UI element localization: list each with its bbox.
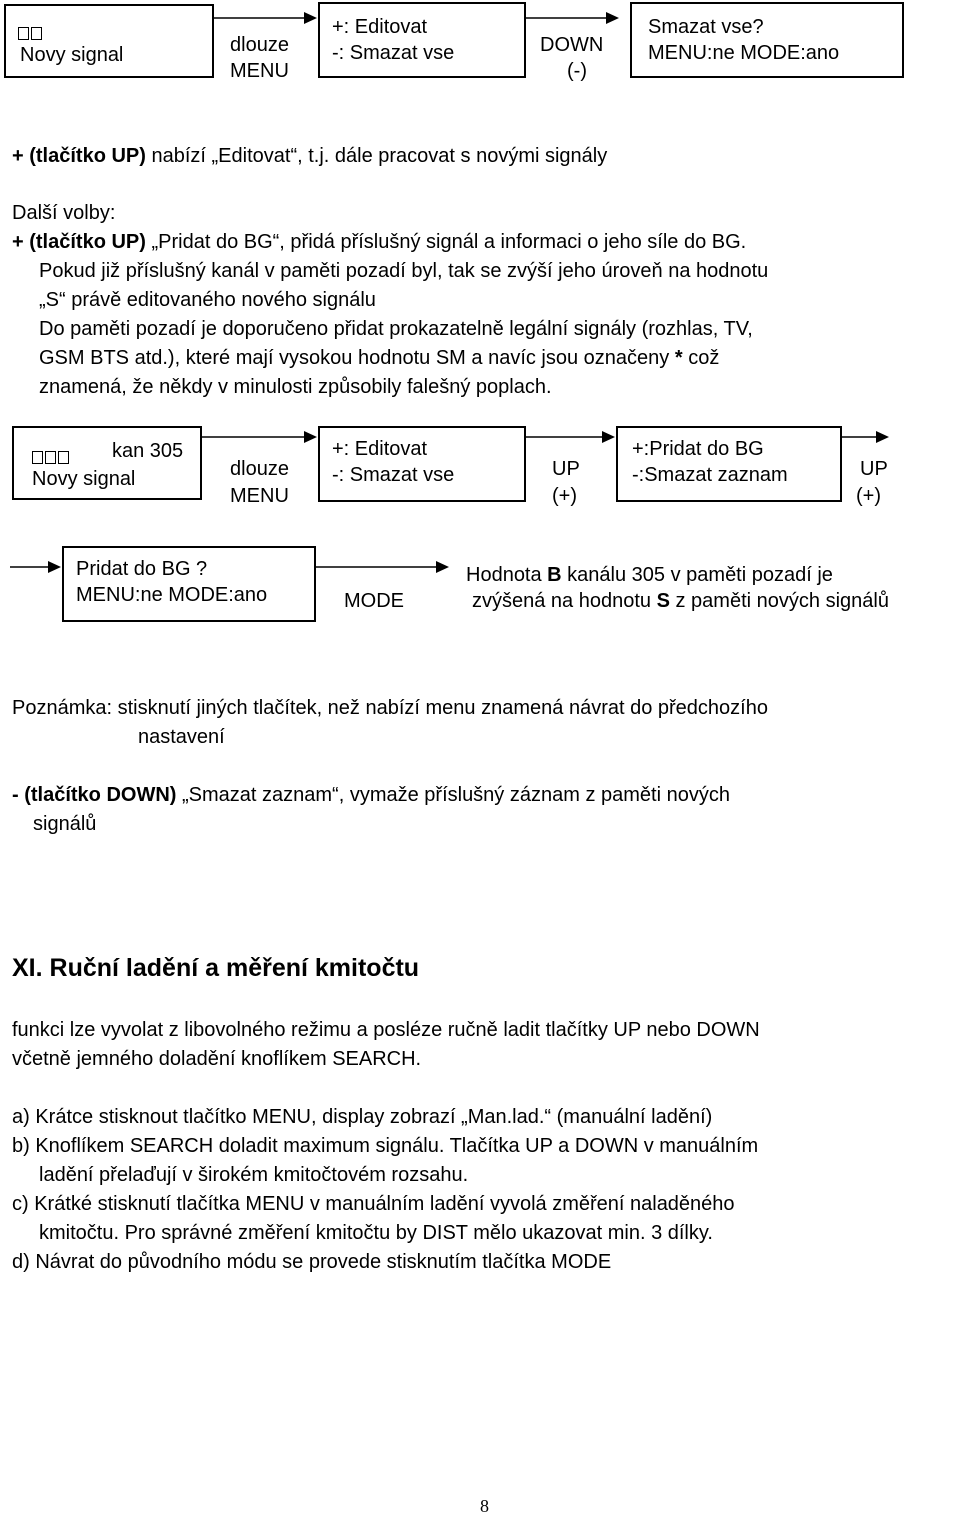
flow3-arrow-label: MODE <box>344 590 404 612</box>
flow2-arrow3-label-1: UP <box>860 458 888 480</box>
flow2-arrow2-label-1: UP <box>552 458 580 480</box>
result-line2-post: z paměti nových signálů <box>669 590 889 612</box>
para2-line5-post: což <box>682 347 720 369</box>
flow1-arrow2-icon <box>526 12 619 24</box>
step-b-line2: ladění přelaďují v širokém kmitočtovém rozsahu. <box>39 1164 469 1186</box>
section-number: XI. <box>12 954 43 982</box>
down-button-label: - (tlačítko DOWN) <box>12 784 177 806</box>
flow2-box2-line1: +: Editovat <box>332 438 428 460</box>
section-heading <box>12 954 419 983</box>
para2-line4: Do paměti pozadí je doporučeno přidat prokazatelně legální signály (rozhlas, TV, <box>39 318 753 340</box>
step-a: a) Krátce stisknout tlačítko MENU, display zobrazí „Man.lad.“ (manuální ladění) <box>12 1106 713 1128</box>
flow1-arrow2-label-1: DOWN <box>540 34 604 56</box>
flow1-box3-line2: MENU:ne MODE:ano <box>648 42 840 64</box>
star-mark-icon: * <box>674 347 683 369</box>
para2-line3: „S“ právě editovaného nového signálu <box>39 289 376 311</box>
flow1-box3-line1: Smazat vse? <box>648 16 764 38</box>
result-line2-pre: zvýšená na hodnotu <box>472 590 657 612</box>
flow1-box2-line2: -: Smazat vse <box>332 42 455 64</box>
flow2-arrow1-label-2: MENU <box>230 485 289 507</box>
flow1-box1-label: Novy signal <box>20 44 124 66</box>
para2-line1-text: „Pridat do BG“, přidá příslušný signál a informaci o jeho síle do BG. <box>145 231 747 253</box>
result-line1-bold: B <box>547 564 562 586</box>
up-button-label: + (tlačítko UP) <box>12 145 146 167</box>
dalsi-volby-heading: Další volby: <box>12 202 116 224</box>
flow2-arrows <box>0 420 960 480</box>
flow2-arrow3-icon <box>842 431 889 443</box>
step-b-line1: b) Knoflíkem SEARCH doladit maximum signálu. Tlačítka UP a DOWN v manuálním <box>12 1135 759 1157</box>
flow1-arrow2-label-2: (-) <box>567 60 587 82</box>
flow3-box1-line2: MENU:ne MODE:ano <box>76 584 268 606</box>
section-title: Ruční ladění a měření kmitočtu <box>49 954 420 982</box>
intro-line2: včetně jemného doladění knoflíkem SEARCH. <box>12 1048 422 1070</box>
intro-line1: funkci lze vyvolat z libovolného režimu a posléze ručně ladit tlačítky UP nebo DOWN <box>12 1019 760 1041</box>
flow2-box2-line2: -: Smazat vse <box>332 464 455 486</box>
flow1-arrows <box>0 0 960 90</box>
flow3-arrow-in-icon <box>10 561 61 573</box>
flow2-arrow2-icon <box>526 431 615 443</box>
page-number: 8 <box>480 1496 489 1516</box>
result-line2-bold: S <box>656 590 670 612</box>
flow2-box1-label: Novy signal <box>32 468 136 490</box>
flow3-result-line1 <box>466 562 833 588</box>
flow2-arrow1-icon <box>202 431 317 443</box>
para2-line5-pre: GSM BTS atd.), které mají vysokou hodnotu SM a navíc jsou označeny <box>39 347 675 369</box>
note-line2: nastavení <box>138 726 225 748</box>
flow3-arrow-mode-icon <box>316 561 449 573</box>
flow2-box3-line2: -:Smazat zaznam <box>632 464 788 486</box>
para3-line1-text: „Smazat zaznam“, vymaže příslušný záznam z paměti nových <box>176 784 730 806</box>
result-line1-pre: Hodnota <box>466 564 548 586</box>
flow3-box1-line1: Pridat do BG ? <box>76 558 208 580</box>
para1-text: nabízí „Editovat“, t.j. dále pracovat s novými signály <box>145 145 608 167</box>
step-c-line2: kmitočtu. Pro správné změření kmitočtu by DIST mělo ukazovat min. 3 dílky. <box>39 1222 713 1244</box>
flow2-arrow2-label-2: (+) <box>552 485 577 507</box>
result-line1-post: kanálu 305 v paměti pozadí je <box>561 564 833 586</box>
para2-line2: Pokud již příslušný kanál v paměti pozadí byl, tak se zvýší jeho úroveň na hodnotu <box>39 260 769 282</box>
up-button-label-2: + (tlačítko UP) <box>12 231 146 253</box>
flow2-box1-channel: kan 305 <box>112 440 184 462</box>
flow2-arrow1-label-1: dlouze <box>230 458 289 480</box>
flow1-box2-line1: +: Editovat <box>332 16 428 38</box>
para-editovat <box>12 142 607 171</box>
para2-line1 <box>12 228 746 257</box>
para3-line2: signálů <box>33 813 97 835</box>
para2-line6: znamená, že někdy v minulosti způsobily falešný poplach. <box>39 376 552 398</box>
flow3-result-line2 <box>472 588 889 614</box>
para3-line1 <box>12 781 730 810</box>
step-c-line1: c) Krátké stisknutí tlačítka MENU v manuálním ladění vyvolá změření naladěného <box>12 1193 735 1215</box>
step-d: d) Návrat do původního módu se provede stisknutím tlačítka MODE <box>12 1251 612 1273</box>
note-line1: Poznámka: stisknutí jiných tlačítek, než nabízí menu znamená návrat do předchozího <box>12 697 768 719</box>
flow1-arrow1-label-2: MENU <box>230 60 289 82</box>
flow2-box3-line1: +:Pridat do BG <box>632 438 764 460</box>
flow2-arrow3-label-2: (+) <box>856 485 881 507</box>
flow3-box-pridat-bg <box>62 546 316 622</box>
flow1-arrow1-label-1: dlouze <box>230 34 289 56</box>
flow1-arrow1-icon <box>214 12 317 24</box>
para2-line5 <box>12 344 719 373</box>
